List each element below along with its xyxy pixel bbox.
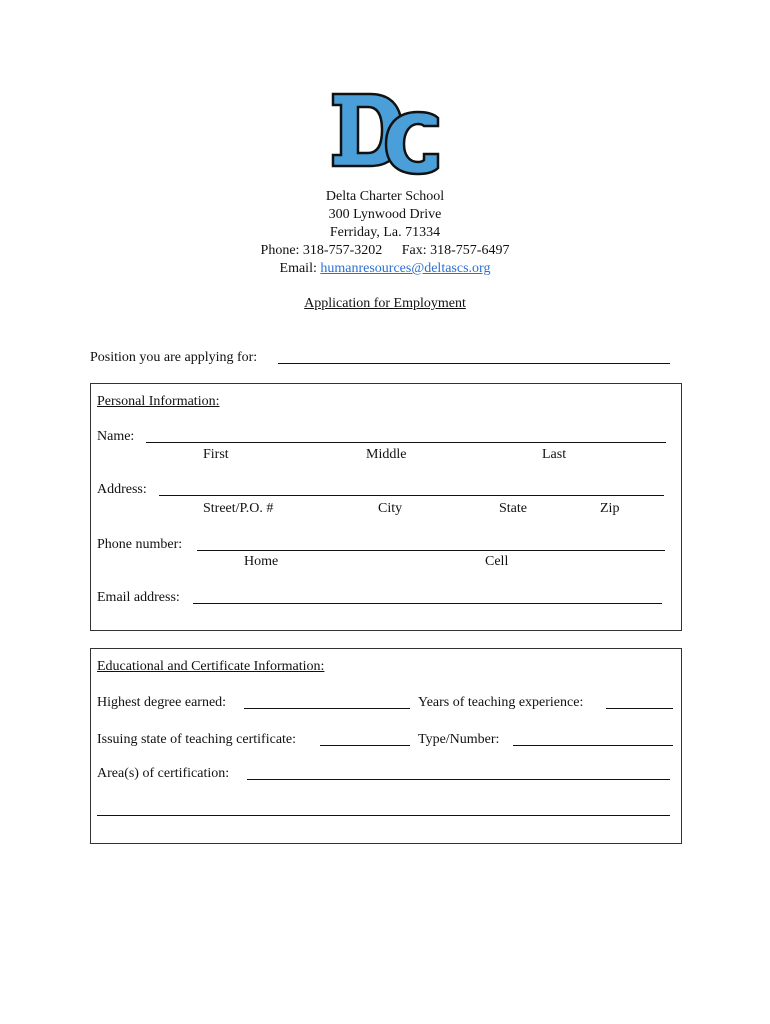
degree-label: Highest degree earned: [97,695,227,710]
fax-value: 318-757-6497 [430,243,510,258]
email-address-field[interactable] [193,603,662,604]
years-field[interactable] [606,708,673,709]
address-part-zip: Zip [600,501,620,516]
type-number-field[interactable] [513,745,673,746]
personal-info-heading: Personal Information: [97,394,220,409]
page-title: Application for Employment [304,296,466,311]
areas-field-line-2[interactable] [97,815,670,816]
school-contact-block [0,188,770,278]
address-field[interactable] [159,495,664,496]
name-label: Name: [97,429,135,444]
degree-field[interactable] [244,708,410,709]
logo-letter-c [386,112,438,174]
fax-label: Fax: [401,243,427,258]
address-part-street: Street/P.O. # [203,501,274,516]
areas-label: Area(s) of certification: [97,766,230,781]
phone-label: Phone: [260,243,300,258]
school-street: 300 Lynwood Drive [328,207,442,222]
address-part-state: State [499,501,527,516]
education-heading: Educational and Certificate Information: [97,659,325,674]
email-link[interactable]: humanresources@deltascs.org [320,261,491,276]
name-part-first: First [203,447,229,462]
years-label: Years of teaching experience: [418,695,584,710]
areas-field[interactable] [247,779,670,780]
school-phone-fax [0,242,770,260]
school-logo [330,92,442,176]
school-email [0,260,770,278]
position-field[interactable] [278,363,670,364]
address-label: Address: [97,482,147,497]
school-name: Delta Charter School [325,189,445,204]
phone-number-field[interactable] [197,550,665,551]
issuing-state-field[interactable] [320,745,410,746]
name-part-middle: Middle [366,447,407,462]
address-part-city: City [378,501,403,516]
name-part-last: Last [542,447,567,462]
name-field[interactable] [146,442,666,443]
phone-part-home: Home [244,554,279,569]
school-city: Ferriday, La. 71334 [329,225,441,240]
issuing-state-label: Issuing state of teaching certificate: [97,732,297,747]
phone-number-label: Phone number: [97,537,183,552]
type-number-label: Type/Number: [418,732,500,747]
phone-value: 318-757-3202 [302,243,383,258]
email-label: Email: [279,261,317,276]
phone-part-cell: Cell [485,554,509,569]
position-label: Position you are applying for: [90,350,258,365]
email-address-label: Email address: [97,590,180,605]
